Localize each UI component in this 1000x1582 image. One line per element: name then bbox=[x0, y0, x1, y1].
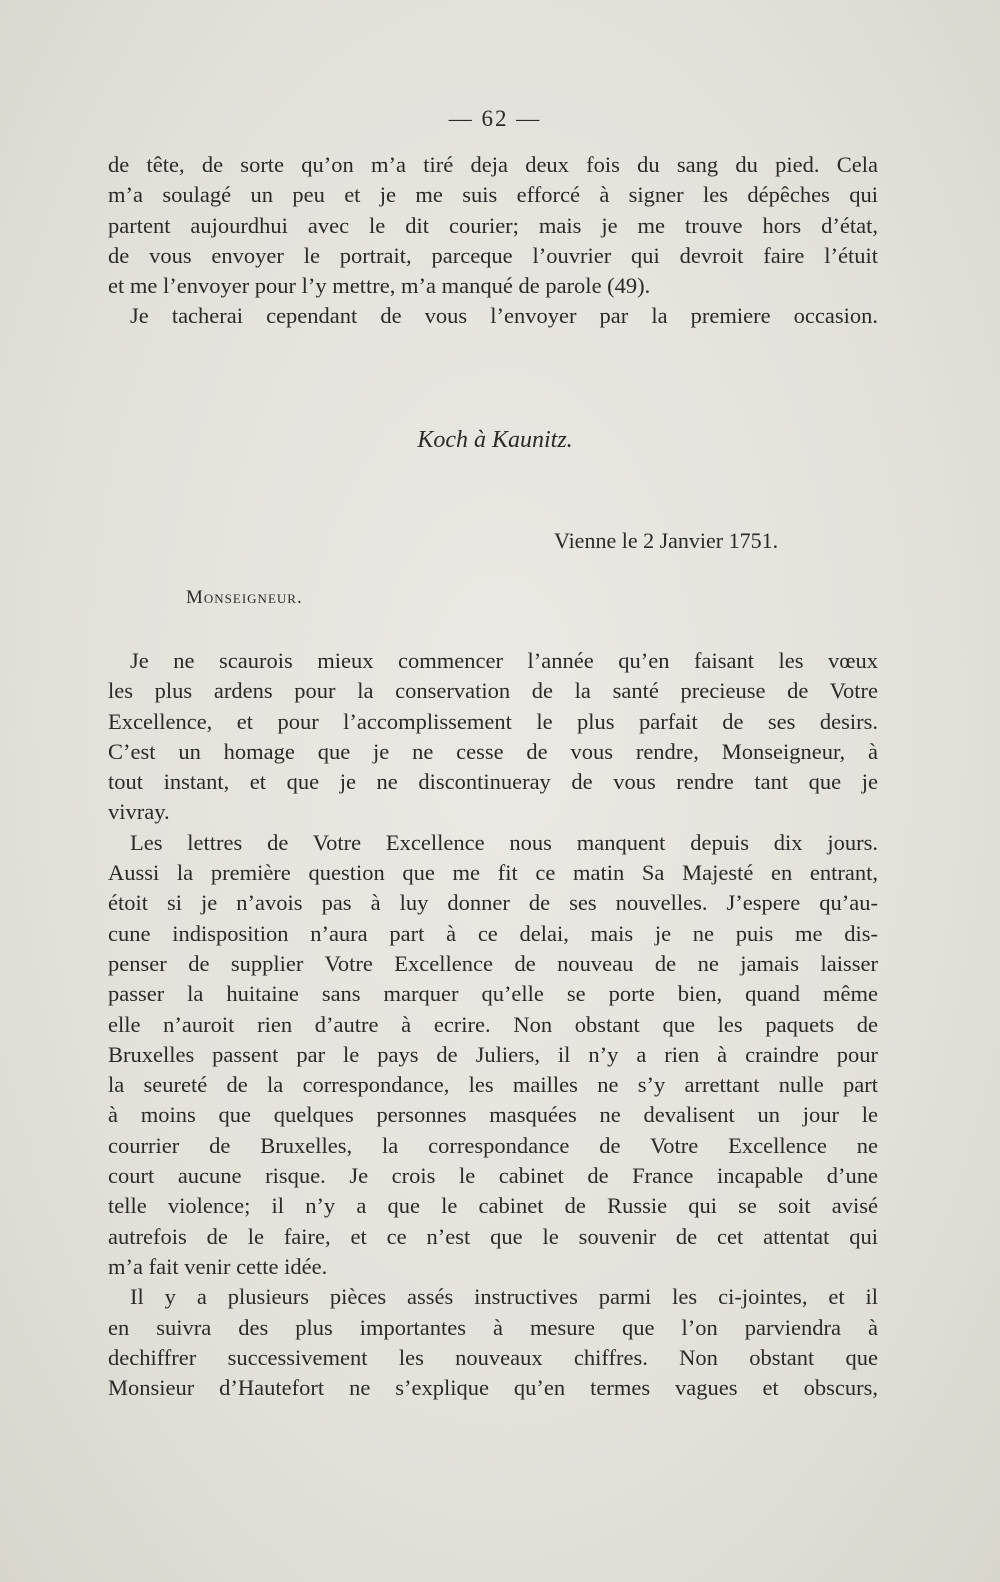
text-line: Monsieur d’Hautefort ne s’explique qu’en termes vagues et obscurs, bbox=[108, 1375, 878, 1401]
text-line: étoit si je n’avois pas à luy donner de ses nouvelles. J’espere qu’au- bbox=[108, 890, 878, 916]
letter-body bbox=[108, 646, 878, 1403]
text-line: penser de supplier Votre Excellence de nouveau de ne jamais laisser bbox=[108, 950, 878, 976]
text-line: C’est un homage que je ne cesse de vous rendre, Monseigneur, à bbox=[108, 738, 878, 764]
text-line: Les lettres de Votre Excellence nous manquent depuis dix jours. bbox=[130, 829, 878, 855]
text-line: Bruxelles passent par le pays de Juliers, il n’y a rien à craindre pour bbox=[108, 1041, 878, 1067]
text-line: Il y a plusieurs pièces assés instructives parmi les ci-jointes, et il bbox=[130, 1284, 878, 1310]
letter-dateline: Vienne le 2 Janvier 1751. bbox=[554, 528, 779, 553]
text-line: de vous envoyer le portrait, parceque l’ouvrier qui devroit faire l’étuit bbox=[108, 242, 878, 268]
text-line: passer la huitaine sans marquer qu’elle se porte bien, quand même bbox=[108, 981, 878, 1007]
text-line: en suivra des plus importantes à mesure que l’on parviendra à bbox=[108, 1314, 878, 1340]
text-line: et me l’envoyer pour l’y mettre, m’a manqué de parole (49). bbox=[108, 273, 651, 299]
text-line: m’a soulagé un peu et je me suis efforcé à signer les dépêches qui bbox=[108, 182, 878, 208]
text-line: dechiffrer successivement les nouveaux chiffres. Non obstant que bbox=[108, 1344, 878, 1370]
text-line: les plus ardens pour la conservation de la santé precieuse de Votre bbox=[108, 678, 878, 704]
letter-heading: Koch à Kaunitz. bbox=[417, 427, 573, 453]
text-line: à moins que quelques personnes masquées ne devalisent un jour le bbox=[108, 1102, 878, 1128]
text-line: tout instant, et que je ne discontinueray de vous rendre tant que je bbox=[108, 769, 878, 795]
text-line: Je ne scaurois mieux commencer l’année qu’en faisant les vœux bbox=[130, 648, 878, 673]
text-line: Excellence, et pour l’accomplissement le plus parfait de ses desirs. bbox=[108, 708, 878, 734]
text-line: courrier de Bruxelles, la correspondance de Votre Excellence ne bbox=[108, 1132, 878, 1158]
text-line: la seureté de la correspondance, les mailles ne s’y arrettant nulle part bbox=[108, 1072, 878, 1098]
text-line: m’a fait venir cette idée. bbox=[108, 1253, 328, 1279]
letter-salutation: Monseigneur. bbox=[186, 587, 303, 608]
text-line: cune indisposition n’aura part à ce delai, mais je ne puis me dis- bbox=[108, 920, 878, 946]
text-line: vivray. bbox=[108, 799, 170, 825]
text-line: autrefois de le faire, et ce n’est que le souvenir de cet attentat qui bbox=[108, 1223, 878, 1249]
text-line: telle violence; il n’y a que le cabinet de Russie qui se soit avisé bbox=[108, 1193, 878, 1219]
text-line: partent aujourdhui avec le dit courier; mais je me trouve hors d’état, bbox=[108, 212, 878, 238]
letter-continuation bbox=[108, 150, 878, 332]
text-line: court aucune risque. Je crois le cabinet de France incapable d’une bbox=[108, 1163, 878, 1189]
text-line: Aussi la première question que me fit ce matin Sa Majesté en entrant, bbox=[108, 860, 878, 886]
text-line: elle n’auroit rien d’autre à ecrire. Non obstant que les paquets de bbox=[108, 1011, 878, 1037]
text-line: Je tacherai cependant de vous l’envoyer par la premiere occasion. bbox=[130, 303, 878, 329]
page-number: — 62 — bbox=[448, 106, 542, 131]
text-line: de tête, de sorte qu’on m’a tiré deja deux fois du sang du pied. Cela bbox=[108, 152, 878, 177]
